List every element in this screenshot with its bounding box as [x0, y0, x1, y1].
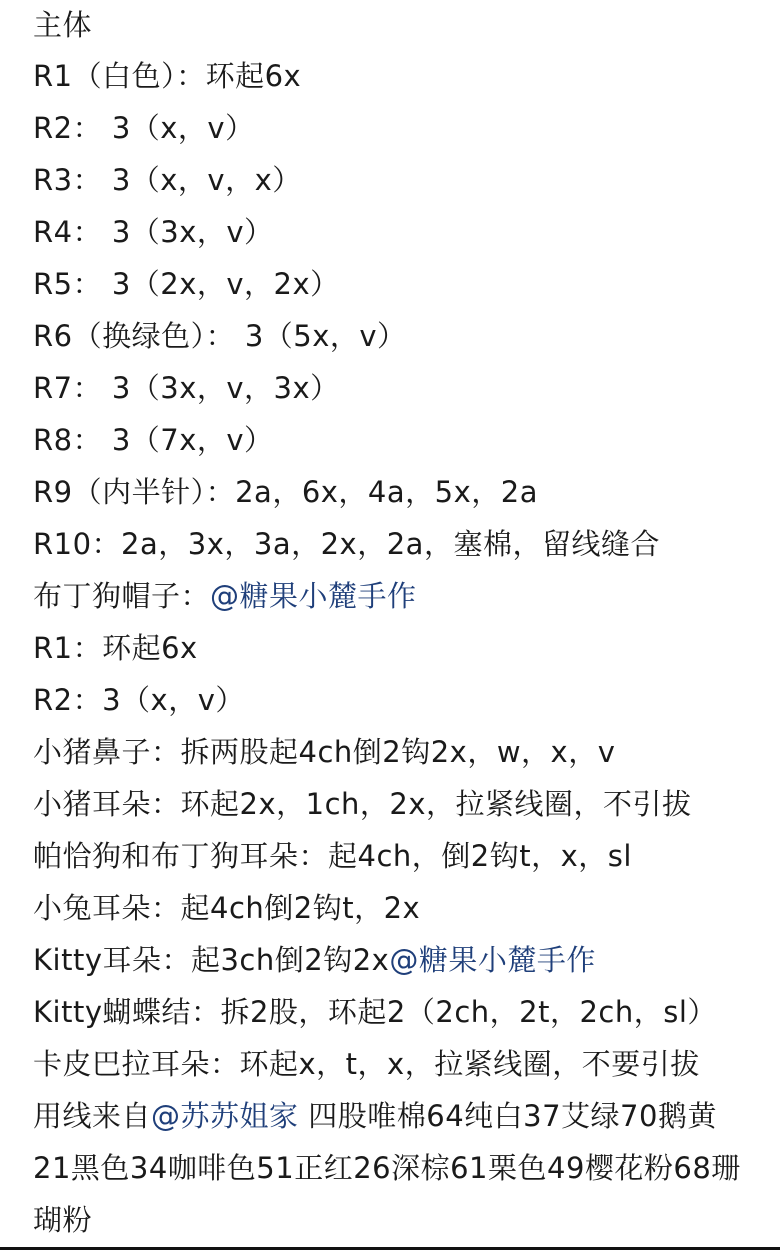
line-text: R9（内半针）：2a，6x，4a，5x，2a	[33, 475, 538, 509]
line-text: R2：3（x，v）	[33, 683, 245, 717]
line-text: R10：2a，3x，3a，2x，2a，塞棉，留线缝合	[33, 527, 660, 561]
line-text: 布丁狗帽子：	[33, 579, 211, 613]
text-line	[33, 518, 778, 570]
line-text: 瑚粉	[33, 1203, 93, 1237]
line-text: R6（换绿色）： 3（5x，v）	[33, 319, 407, 353]
text-line	[33, 1142, 778, 1194]
line-text: 卡皮巴拉耳朵：环起x，t，x，拉紧线圈，不要引拔	[33, 1047, 700, 1081]
line-text: R7： 3（3x，v，3x）	[33, 371, 340, 405]
line-text: 用线来自	[33, 1099, 152, 1133]
text-line	[33, 726, 778, 778]
text-line	[33, 102, 778, 154]
line-text: 帕恰狗和布丁狗耳朵：起4ch，倒2钩t，x，sl	[33, 839, 632, 873]
line-text: R8： 3（7x，v）	[33, 423, 274, 457]
text-line	[33, 362, 778, 414]
text-line	[33, 1038, 778, 1090]
line-text: Kitty蝴蝶结：拆2股，环起2（2ch，2t，2ch，sl）	[33, 995, 717, 1029]
mention-link[interactable]: @糖果小麓手作	[389, 943, 596, 977]
mention-link[interactable]: @苏苏姐家	[151, 1099, 299, 1133]
text-line	[33, 1194, 778, 1246]
mention-link[interactable]: @糖果小麓手作	[210, 579, 417, 613]
text-line	[33, 778, 778, 830]
line-text: R1（白色）：环起6x	[33, 59, 302, 93]
line-text: 小猪鼻子：拆两股起4ch倒2钩2x，w，x，v	[33, 735, 616, 769]
line-text: R1：环起6x	[33, 631, 198, 665]
text-line	[33, 258, 778, 310]
line-text: 21黑色34咖啡色51正红26深棕61栗色49樱花粉68珊	[33, 1151, 741, 1185]
section-title	[33, 0, 778, 50]
line-text: R2： 3（x，v）	[33, 111, 255, 145]
line-text: 小兔耳朵：起4ch倒2钩t，2x	[33, 891, 421, 925]
line-text: 主体	[33, 8, 93, 42]
line-text: 四股唯棉64纯白37艾绿70鹅黄	[298, 1099, 717, 1133]
text-line	[33, 622, 778, 674]
line-text: R3： 3（x，v，x）	[33, 163, 302, 197]
text-line	[33, 674, 778, 726]
line-text: Kitty耳朵：起3ch倒2钩2x	[33, 943, 390, 977]
text-line	[33, 1090, 778, 1142]
text-line	[33, 934, 778, 986]
text-line	[33, 830, 778, 882]
text-line	[33, 154, 778, 206]
text-line	[33, 466, 778, 518]
text-line	[33, 310, 778, 362]
recipe-text-body	[33, 0, 778, 1246]
line-text: R5： 3（2x，v，2x）	[33, 267, 340, 301]
text-line	[33, 50, 778, 102]
text-line	[33, 206, 778, 258]
line-text: R4： 3（3x，v）	[33, 215, 274, 249]
text-line	[33, 414, 778, 466]
line-text: 小猪耳朵：环起2x，1ch，2x，拉紧线圈，不引拔	[33, 787, 692, 821]
text-line	[33, 882, 778, 934]
text-line	[33, 986, 778, 1038]
text-line	[33, 570, 778, 622]
